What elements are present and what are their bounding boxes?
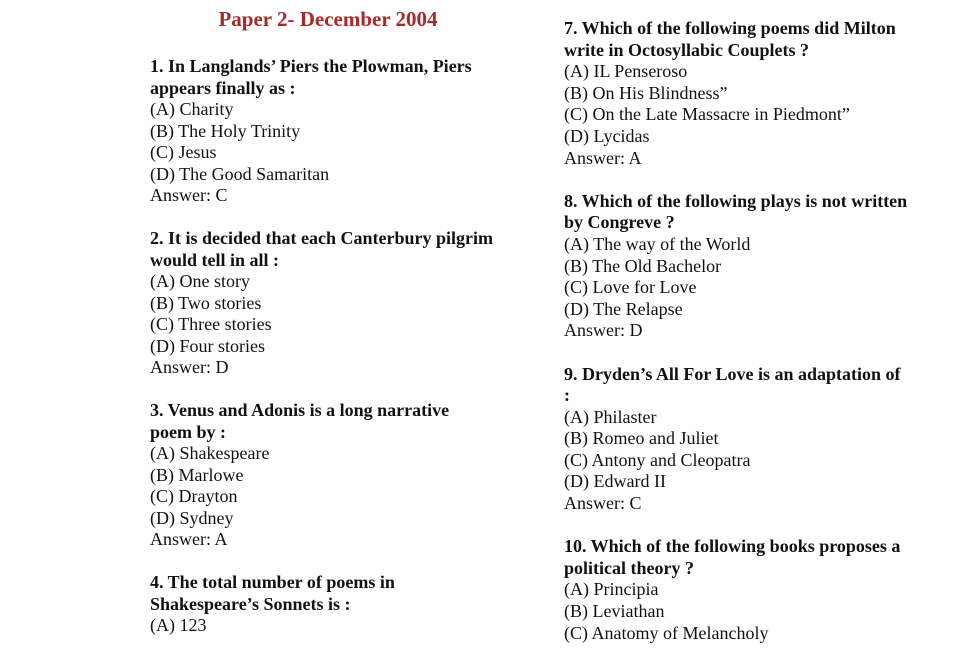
question-text: 3. Venus and Adonis is a long narrative — [150, 400, 450, 420]
question-text: Shakespeare’s Sonnets is : — [150, 593, 351, 614]
answer-key: Answer: D — [150, 357, 229, 377]
answer-option: (B) Leviathan — [564, 601, 665, 622]
question-block — [564, 191, 964, 342]
answer-option: (B) The Holy Trinity — [150, 120, 301, 141]
question-text: : — [564, 385, 570, 406]
answer-option: (C) Love for Love — [564, 277, 697, 298]
answer-key: Answer: C — [150, 185, 228, 205]
answer-option: (A) 123 — [150, 615, 207, 635]
answer-option: (C) Three stories — [150, 314, 272, 334]
answer-option: (B) The Old Bachelor — [564, 255, 722, 276]
answer-option: (B) Marlowe — [150, 464, 244, 485]
answer-option: (B) Two stories — [150, 292, 262, 313]
question-text: 4. The total number of poems in — [150, 572, 395, 592]
answer-key: Answer: D — [564, 320, 643, 341]
answer-option: (A) IL Penseroso — [564, 61, 688, 82]
answer-key: Answer: A — [564, 147, 642, 168]
question-block — [564, 536, 964, 644]
answer-option: (A) Principia — [564, 579, 659, 600]
question-block — [150, 572, 530, 637]
question-text: political theory ? — [564, 557, 694, 578]
answer-option: (D) The Relapse — [564, 298, 683, 319]
answer-option: (D) Sydney — [150, 507, 234, 528]
question-text: 1. In Langlands’ Piers the Plowman, Piers — [150, 56, 472, 76]
answer-option: (B) Romeo and Juliet — [564, 428, 719, 449]
answer-key: Answer: C — [564, 493, 642, 514]
answer-option: (D) Four stories — [150, 335, 265, 356]
answer-option: (C) Anatomy of Melancholy — [564, 622, 769, 643]
question-block — [564, 18, 964, 169]
question-text: 10. Which of the following books proposes a — [564, 536, 901, 557]
question-text: appears finally as : — [150, 77, 296, 98]
right-column — [564, 18, 964, 666]
question-text: 7. Which of the following poems did Milton — [564, 18, 896, 38]
answer-option: (A) Shakespeare — [150, 443, 270, 463]
question-text: by Congreve ? — [564, 212, 675, 233]
answer-option: (B) On His Blindness” — [564, 82, 728, 103]
answer-option: (A) The way of the World — [564, 233, 751, 254]
answer-option: (A) Charity — [150, 99, 234, 119]
question-text: poem by : — [150, 421, 226, 442]
answer-option: (C) Drayton — [150, 486, 238, 506]
question-block — [150, 400, 530, 551]
question-text: 2. It is decided that each Canterbury pilgrim — [150, 228, 493, 248]
left-column — [150, 56, 530, 658]
answer-option: (D) Lycidas — [564, 125, 650, 146]
answer-option: (C) On the Late Massacre in Piedmont” — [564, 104, 850, 125]
question-block — [150, 56, 530, 207]
question-text: write in Octosyllabic Couplets ? — [564, 39, 809, 60]
question-block — [564, 364, 964, 515]
question-text: 9. Dryden’s All For Love is an adaptation of — [564, 363, 901, 384]
page-title: Paper 2- December 2004 — [218, 7, 438, 31]
question-block — [150, 228, 530, 379]
question-text: would tell in all : — [150, 249, 280, 270]
answer-option: (C) Antony and Cleopatra — [564, 449, 751, 470]
answer-option: (D) Edward II — [564, 471, 666, 492]
answer-option: (A) Philaster — [564, 406, 657, 427]
answer-key: Answer: A — [150, 529, 228, 549]
question-text: 8. Which of the following plays is not written — [564, 190, 908, 211]
answer-option: (D) The Good Samaritan — [150, 163, 330, 184]
answer-option: (C) Jesus — [150, 142, 217, 162]
answer-option: (A) One story — [150, 271, 250, 291]
